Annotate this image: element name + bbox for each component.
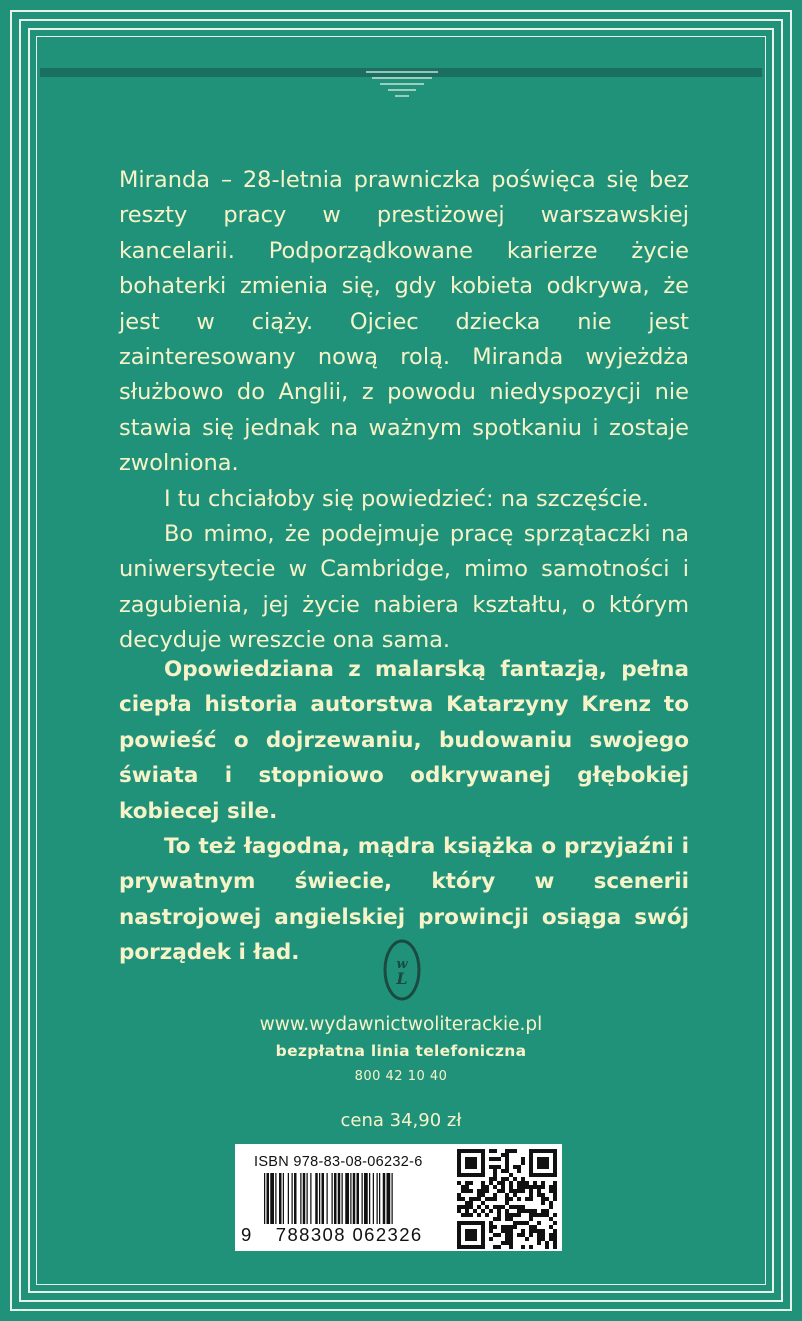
qr-module — [505, 1169, 509, 1173]
qr-module — [553, 1181, 557, 1185]
qr-module — [553, 1245, 557, 1249]
isbn-label: ISBN 978-83-08-06232-6 — [254, 1154, 423, 1170]
qr-module — [501, 1189, 505, 1193]
qr-module — [521, 1157, 525, 1161]
qr-module — [469, 1181, 473, 1185]
qr-module — [545, 1241, 549, 1245]
qr-module — [509, 1213, 513, 1217]
barcode-box — [235, 1144, 562, 1251]
qr-module — [485, 1213, 489, 1217]
qr-module — [517, 1233, 521, 1237]
qr-module — [529, 1217, 533, 1221]
qr-module — [517, 1181, 521, 1185]
qr-module — [461, 1189, 465, 1193]
blurb-paragraph-1: Miranda – 28-letnia prawniczka poświęca się bez reszty pracy w prestiżowej warszawskiej kancelarii. Podporządkowane karierze życie bohaterki zmienia się, gdy kobieta odkrywa, że jest w ciąży. Ojciec dziecka nie jest zainteresowany nową rolą. Miranda wyjeżdża służbowo do Anglii, z powodu niedyspozycji nie stawia się jednak na ważnym spotkaniu i zostaje zwolniona. — [119, 167, 689, 477]
qr-module — [525, 1209, 529, 1213]
qr-module — [509, 1245, 513, 1249]
qr-module — [493, 1157, 497, 1161]
qr-module — [461, 1213, 465, 1217]
qr-module — [501, 1153, 505, 1157]
qr-module — [529, 1233, 533, 1237]
qr-module — [473, 1209, 477, 1213]
qr-module — [541, 1213, 545, 1217]
qr-module — [505, 1157, 509, 1161]
qr-module — [533, 1225, 537, 1229]
qr-module — [509, 1173, 513, 1177]
svg-text:L: L — [396, 969, 408, 988]
qr-module — [501, 1169, 505, 1173]
qr-module — [525, 1181, 529, 1185]
qr-module — [505, 1237, 509, 1241]
qr-module — [457, 1205, 461, 1209]
qr-module — [489, 1221, 493, 1225]
qr-module — [461, 1197, 465, 1201]
promo-paragraph-1: Opowiedziana z malarską fantazją, pełna ciepła historia autorstwa Katarzyny Krenz to powieść o dojrzewaniu, budowaniu swojego świata i stopniowo odkrywanej głębokiej kobiecej sile. — [119, 657, 689, 824]
qr-module — [505, 1209, 509, 1213]
qr-module — [517, 1165, 521, 1169]
qr-module — [457, 1209, 461, 1213]
qr-module — [481, 1189, 485, 1193]
qr-module — [517, 1221, 521, 1225]
qr-module — [541, 1193, 545, 1197]
qr-module — [493, 1193, 497, 1197]
svg-text:w: w — [396, 957, 408, 972]
qr-module — [489, 1197, 493, 1201]
qr-module — [485, 1197, 489, 1201]
qr-module — [517, 1169, 521, 1173]
qr-module — [549, 1225, 553, 1229]
qr-module — [533, 1185, 537, 1189]
qr-module — [509, 1225, 513, 1229]
publisher-contact — [0, 1012, 802, 1090]
qr-module — [553, 1229, 557, 1233]
qr-module — [553, 1185, 557, 1189]
qr-module — [461, 1205, 465, 1209]
qr-module — [505, 1217, 509, 1221]
qr-module — [505, 1225, 509, 1229]
qr-module — [497, 1213, 501, 1217]
qr-module — [537, 1241, 541, 1245]
wl-publisher-logo-icon — [382, 938, 422, 1002]
qr-module — [549, 1189, 553, 1193]
qr-module — [553, 1233, 557, 1237]
qr-module — [489, 1157, 493, 1161]
qr-module — [529, 1229, 533, 1233]
qr-module — [505, 1193, 509, 1197]
qr-module — [525, 1197, 529, 1201]
qr-module — [529, 1209, 533, 1213]
qr-module — [517, 1189, 521, 1193]
qr-module — [533, 1213, 537, 1217]
qr-module — [469, 1213, 473, 1217]
price-label: cena 34,90 zł — [340, 1110, 462, 1131]
qr-module — [521, 1161, 525, 1165]
qr-module — [513, 1165, 517, 1169]
qr-module — [541, 1201, 545, 1205]
qr-module — [509, 1233, 513, 1237]
qr-module — [497, 1205, 501, 1209]
qr-module — [513, 1225, 517, 1229]
qr-module — [533, 1209, 537, 1213]
qr-module — [549, 1205, 553, 1209]
qr-module — [505, 1201, 509, 1205]
qr-module — [489, 1165, 493, 1169]
qr-module — [541, 1197, 545, 1201]
qr-module — [481, 1201, 485, 1205]
qr-module — [537, 1237, 541, 1241]
qr-module — [497, 1245, 501, 1249]
qr-module — [517, 1197, 521, 1201]
qr-code-icon — [457, 1149, 557, 1249]
qr-module — [537, 1193, 541, 1197]
qr-module — [489, 1225, 493, 1229]
qr-module — [457, 1197, 461, 1201]
qr-module — [553, 1241, 557, 1245]
promo-paragraph-2: To też łagodna, mądra książka o przyjaźni i prywatnym świecie, który w scenerii nastrojowej angielskiej prowincji osiąga swój porządek i ład. — [119, 834, 689, 966]
qr-module — [477, 1189, 481, 1193]
qr-module — [481, 1209, 485, 1213]
qr-module — [521, 1209, 525, 1213]
qr-module — [541, 1233, 545, 1237]
qr-module — [537, 1189, 541, 1193]
qr-module — [505, 1233, 509, 1237]
qr-module — [465, 1185, 469, 1189]
qr-module — [537, 1233, 541, 1237]
qr-module — [497, 1217, 501, 1221]
qr-module — [469, 1189, 473, 1193]
qr-module — [529, 1245, 533, 1249]
qr-module — [509, 1241, 513, 1245]
qr-module — [505, 1229, 509, 1233]
qr-module — [489, 1181, 493, 1185]
qr-module — [521, 1177, 525, 1181]
qr-module — [493, 1173, 497, 1177]
qr-module — [521, 1181, 525, 1185]
qr-module — [501, 1177, 505, 1181]
qr-module — [521, 1205, 525, 1209]
qr-module — [505, 1197, 509, 1201]
qr-module — [497, 1209, 501, 1213]
qr-module — [545, 1213, 549, 1217]
qr-module — [525, 1237, 529, 1241]
qr-module — [465, 1209, 469, 1213]
qr-module — [541, 1185, 545, 1189]
qr-module — [489, 1229, 493, 1233]
qr-module — [541, 1237, 545, 1241]
qr-module — [549, 1217, 553, 1221]
qr-module — [493, 1205, 497, 1209]
qr-module — [465, 1181, 469, 1185]
qr-module — [489, 1177, 493, 1181]
qr-module — [521, 1233, 525, 1237]
qr-module — [501, 1181, 505, 1185]
qr-module — [477, 1193, 481, 1197]
qr-module — [537, 1185, 541, 1189]
qr-module — [509, 1149, 513, 1153]
qr-module — [545, 1245, 549, 1249]
qr-module — [513, 1193, 517, 1197]
barcode-lead-digit: 9 — [241, 1224, 253, 1245]
qr-module — [541, 1209, 545, 1213]
qr-module — [549, 1185, 553, 1189]
qr-module — [513, 1205, 517, 1209]
qr-module — [481, 1181, 485, 1185]
qr-module — [489, 1149, 493, 1153]
qr-module — [521, 1185, 525, 1189]
qr-module — [545, 1209, 549, 1213]
qr-module — [477, 1205, 481, 1209]
qr-module — [493, 1177, 497, 1181]
qr-module — [525, 1221, 529, 1225]
qr-module — [509, 1197, 513, 1201]
qr-module — [537, 1221, 541, 1225]
qr-module — [501, 1241, 505, 1245]
qr-module — [505, 1241, 509, 1245]
qr-module — [521, 1221, 525, 1225]
qr-module — [553, 1213, 557, 1217]
qr-module — [493, 1185, 497, 1189]
qr-module — [465, 1205, 469, 1209]
qr-module — [485, 1205, 489, 1209]
qr-module — [517, 1185, 521, 1189]
qr-module — [553, 1189, 557, 1193]
qr-module — [517, 1205, 521, 1209]
qr-module — [509, 1205, 513, 1209]
qr-module — [493, 1165, 497, 1169]
qr-module — [549, 1201, 553, 1205]
qr-module — [501, 1225, 505, 1229]
qr-module — [481, 1185, 485, 1189]
qr-module — [465, 1229, 477, 1241]
qr-module — [509, 1217, 513, 1221]
qr-module — [497, 1165, 501, 1169]
qr-module — [457, 1193, 461, 1197]
qr-module — [533, 1229, 537, 1233]
qr-module — [505, 1153, 509, 1157]
phone-number: 800 42 10 40 — [354, 1069, 448, 1084]
qr-module — [473, 1197, 477, 1201]
qr-module — [497, 1157, 501, 1161]
qr-module — [481, 1193, 485, 1197]
qr-module — [469, 1201, 473, 1205]
qr-module — [509, 1181, 513, 1185]
qr-module — [509, 1229, 513, 1233]
qr-module — [509, 1237, 513, 1241]
qr-module — [497, 1233, 501, 1237]
qr-module — [485, 1185, 489, 1189]
qr-module — [489, 1209, 493, 1213]
qr-module — [529, 1225, 533, 1229]
qr-module — [541, 1181, 545, 1185]
publisher-url[interactable]: www.wydawnictwoliterackie.pl — [259, 1014, 543, 1035]
qr-module — [537, 1157, 549, 1169]
qr-module — [537, 1229, 541, 1233]
qr-module — [501, 1229, 505, 1233]
ornament-lines-icon — [366, 66, 438, 102]
qr-module — [493, 1225, 497, 1229]
blurb-paragraph-2: I tu chciałoby się powiedzieć: na szczęście. — [164, 485, 649, 512]
qr-module — [525, 1185, 529, 1189]
qr-module — [513, 1149, 517, 1153]
qr-module — [521, 1189, 525, 1193]
barcode-main-digits: 788308 062326 — [275, 1224, 423, 1245]
qr-module — [529, 1197, 533, 1201]
qr-module — [493, 1169, 497, 1173]
qr-module — [505, 1177, 509, 1181]
promo-text — [119, 652, 689, 971]
qr-module — [469, 1197, 473, 1201]
qr-module — [493, 1245, 497, 1249]
qr-module — [537, 1213, 541, 1217]
qr-module — [497, 1189, 501, 1193]
qr-module — [477, 1197, 481, 1201]
qr-module — [529, 1213, 533, 1217]
qr-module — [513, 1189, 517, 1193]
qr-module — [553, 1193, 557, 1197]
qr-module — [533, 1181, 537, 1185]
qr-module — [465, 1213, 469, 1217]
qr-module — [549, 1237, 553, 1241]
qr-module — [513, 1177, 517, 1181]
blurb-text — [119, 163, 689, 659]
barcode-digits — [239, 1224, 425, 1246]
qr-module — [465, 1189, 469, 1193]
qr-module — [513, 1213, 517, 1217]
qr-module — [529, 1193, 533, 1197]
qr-module — [469, 1205, 473, 1209]
qr-module — [505, 1149, 509, 1153]
qr-module — [509, 1189, 513, 1193]
qr-module — [541, 1229, 545, 1233]
qr-module — [517, 1213, 521, 1217]
blurb-paragraph-3: Bo mimo, że podejmuje pracę sprzątaczki na uniwersytecie w Cambridge, mimo samotności i zagubienia, jej życie nabiera kształtu, o którym decyduje wreszcie ona sama. — [119, 521, 689, 654]
qr-module — [553, 1197, 557, 1201]
qr-module — [497, 1181, 501, 1185]
qr-module — [517, 1209, 521, 1213]
qr-module — [549, 1233, 553, 1237]
qr-module — [465, 1201, 469, 1205]
qr-module — [513, 1221, 517, 1225]
qr-module — [529, 1185, 533, 1189]
qr-module — [493, 1149, 497, 1153]
qr-module — [461, 1185, 465, 1189]
qr-module — [505, 1213, 509, 1217]
qr-module — [529, 1189, 533, 1193]
qr-module — [493, 1233, 497, 1237]
qr-module — [501, 1185, 505, 1189]
qr-module — [493, 1197, 497, 1201]
qr-module — [509, 1185, 513, 1189]
qr-module — [477, 1213, 481, 1217]
qr-module — [457, 1181, 461, 1185]
qr-module — [465, 1157, 477, 1169]
qr-module — [505, 1161, 509, 1165]
qr-module — [521, 1229, 525, 1233]
qr-module — [485, 1189, 489, 1193]
phone-line-label: bezpłatna linia telefoniczna — [275, 1042, 527, 1060]
qr-module — [553, 1237, 557, 1241]
qr-module — [501, 1205, 505, 1209]
qr-module — [545, 1197, 549, 1201]
qr-module — [521, 1245, 525, 1249]
qr-module — [505, 1165, 509, 1169]
qr-module — [553, 1221, 557, 1225]
qr-module — [489, 1237, 493, 1241]
qr-module — [493, 1217, 497, 1221]
